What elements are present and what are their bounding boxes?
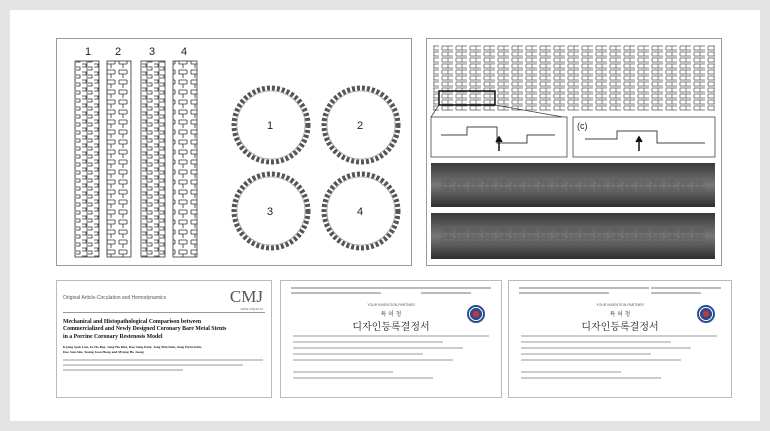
stent-micro-drawing	[427, 39, 721, 265]
stent-1	[75, 61, 99, 257]
certificate-2	[508, 280, 732, 398]
ring-1	[234, 88, 308, 162]
stent-4	[173, 61, 197, 257]
column-label-1: 1	[85, 46, 92, 58]
ring-4	[324, 174, 398, 248]
stent-design-panel	[56, 38, 412, 266]
certificate-2-title: 디자인등록결정서	[581, 322, 659, 333]
journal-logo: CMJ	[229, 287, 263, 306]
paper-title: Mechanical and Histopathological Comparison between Commercialized and Newly Designed Coronary Bare Metal Stents in a Porcine Coronary Restenosis Model	[63, 319, 227, 340]
certificate-1-office: 특 허 청	[380, 312, 402, 318]
figure-canvas	[10, 10, 760, 421]
certificate-2-office: 특 허 청	[609, 312, 631, 318]
svg-text:1: 1	[267, 120, 274, 132]
certificate-2-seal	[697, 305, 715, 323]
ring-3	[234, 174, 308, 248]
journal-url: www.cmj.ac.kr	[240, 307, 263, 311]
paper-authors: Kyung Seob Lim, In Ho Bae, Jung Ha Kim, Dae Sung Park, Jong Min Kim, Jung Hyun Kim, Doo Sun Sim, Young Joon Hong and Myung Ho Jeong	[63, 345, 202, 354]
journal-label: Original Article-Circulation and Hemodynamics	[63, 295, 167, 301]
svg-text:3: 3	[267, 206, 274, 218]
paper-panel	[56, 280, 272, 398]
ring-2	[324, 88, 398, 162]
svg-text:2: 2	[357, 120, 364, 132]
certificate-1-header: YOUR INVENTION PARTNER	[367, 303, 415, 307]
certificate-1-seal	[467, 305, 485, 323]
stent-design-drawing	[57, 39, 411, 265]
column-label-3: 3	[149, 46, 156, 58]
certificate-1-title: 디자인등록결정서	[352, 322, 430, 333]
column-label-4: 4	[181, 46, 188, 58]
certificate-1	[280, 280, 502, 398]
certificate-2-header: YOUR INVENTION PARTNER	[596, 303, 644, 307]
stent-micro-panel	[426, 38, 722, 266]
stent-3	[141, 61, 165, 257]
stent-2	[107, 61, 131, 257]
detail-c-label: (c)	[577, 121, 588, 131]
flat-pattern	[433, 45, 715, 111]
svg-text:4: 4	[357, 206, 364, 218]
detail-c	[573, 117, 715, 157]
column-label-2: 2	[115, 46, 122, 58]
